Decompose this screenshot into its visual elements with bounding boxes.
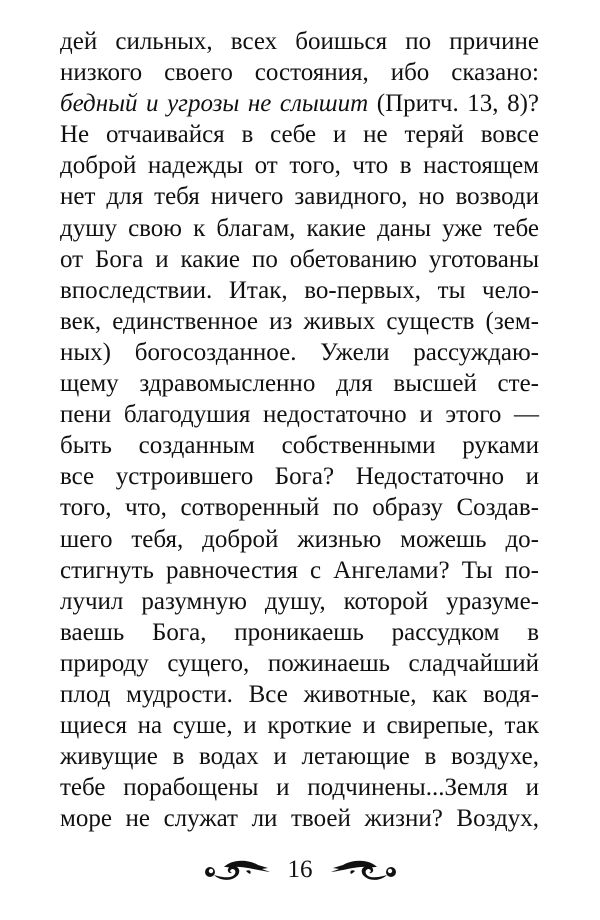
- text-line: доброй надежды от того, что в настоящем: [60, 152, 539, 180]
- text-line: от Бога и какие по обетованию уготованы: [60, 245, 539, 273]
- text-line: лучил разумную душу, которой уразуме-: [60, 587, 539, 615]
- text-line: того, что, сотворенный по образу Создав-: [60, 494, 539, 522]
- text-line: пени благодушия недостаточно и этого —: [60, 401, 539, 429]
- page-number: 16: [287, 856, 313, 883]
- text-line: дей сильных, всех боишься по причине: [60, 28, 539, 55]
- text-line: век, единственное из живых существ (зем-: [60, 307, 539, 335]
- text-line: Не отчаивайся в себе и не теряй вовсе: [60, 121, 539, 149]
- text-line: душу свою к благам, какие даны уже тебе: [60, 214, 539, 242]
- text-line: шего тебя, доброй жизнью можешь до-: [60, 525, 539, 553]
- page-footer: [0, 855, 600, 885]
- scripture-quote: бедный и угрозы не слышит: [60, 90, 369, 118]
- text-line-with-quote: [60, 88, 539, 119]
- text-line: ных) богосозданное. Ужели рассуждаю-: [60, 338, 539, 366]
- text-line: море не служат ли твоей жизни? Воздух,: [60, 805, 539, 833]
- text-line: живущие в водах и летающие в воздухе,: [60, 743, 539, 771]
- book-page-text: [60, 26, 539, 834]
- text-line: впоследствии. Итак, во-первых, ты чело-: [60, 276, 539, 304]
- text-line: щему здравомысленно для высшей сте-: [60, 370, 539, 398]
- scroll-ornament-right-icon: [327, 855, 399, 885]
- text-line: природу сущего, пожинаешь сладчайший: [60, 649, 539, 677]
- text-line: ваешь Бога, проникаешь рассудком в: [60, 618, 539, 646]
- text-line: все устроившего Бога? Недостаточно и: [60, 463, 539, 491]
- text-line: стигнуть равночестия с Ангелами? Ты по-: [60, 556, 539, 584]
- text-line: быть созданным собственными руками: [60, 432, 539, 460]
- text-line: щиеся на суше, и кроткие и свирепые, так: [60, 712, 539, 740]
- scroll-ornament-left-icon: [202, 855, 274, 885]
- text-line: тебе порабощены и подчинены...Земля и: [60, 774, 539, 802]
- text-line: низкого своего состояния, ибо сказано:: [60, 59, 539, 87]
- text-line: нет для тебя ничего завидного, но возводи: [60, 183, 539, 211]
- text-line: плод мудрости. Все животные, как водя-: [60, 680, 539, 708]
- scripture-reference: (Притч. 13, 8)?: [368, 90, 539, 118]
